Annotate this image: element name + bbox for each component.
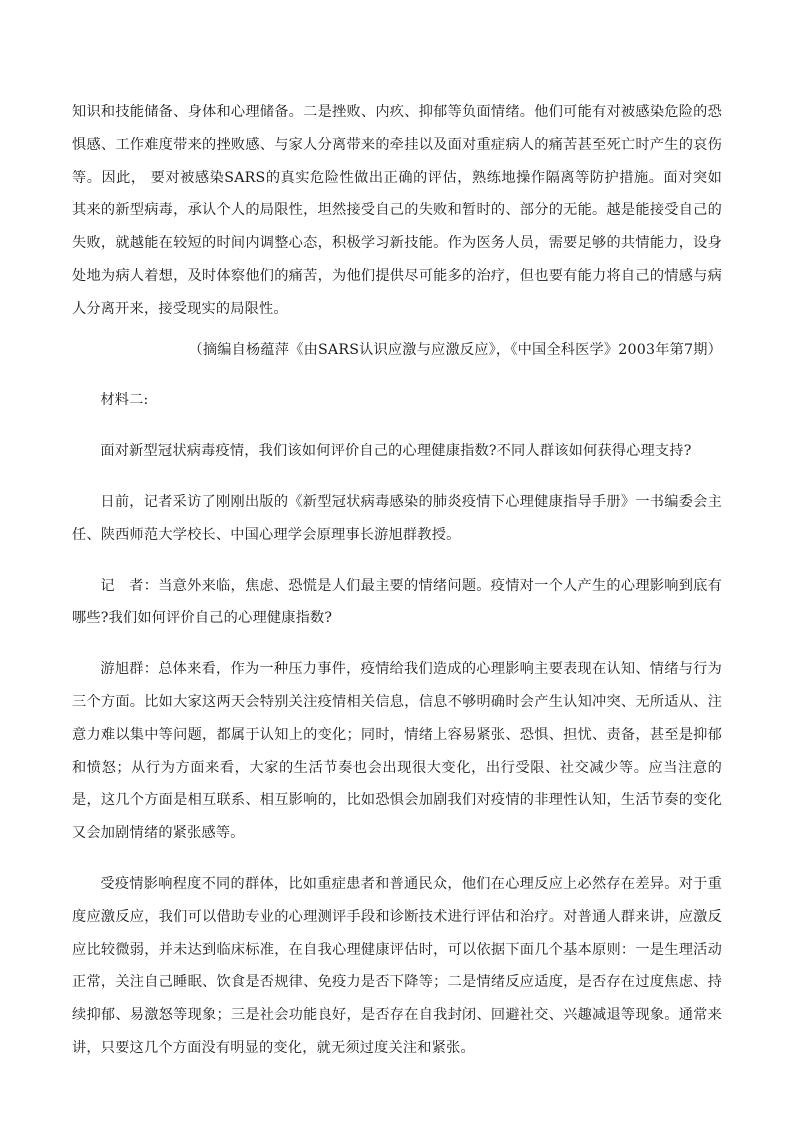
interviewee-answer: 游旭群：总体来看，作为一种压力事件，疫情给我们造成的心理影响主要表现在认知、情绪与行为三个方面。比如大家这两天会特别关注疫情相关信息，信息不够明确时会产生认知冲突、无所适从、注意力难以集中等问题，都属于认知上的变化；同时，情绪上容易紧张、恐惧、担忧、责备，甚至是抑郁和愤怒；从行为方面来看，大家的生活节奏也会出现很大变化，出行受限、社交减少等。应当注意的是，这几个方面是相互联系、相互影响的，比如恐惧会加剧我们对疫情的非理性认知，生活节奏的变化又会加剧情绪的紧张感等。 (72, 661, 722, 842)
material-two-heading: 材料二: (100, 392, 149, 409)
intro-question: 面对新型冠状病毒疫情，我们该如何评价自己的心理健康指数?不同人群该如何获得心理支持? (100, 443, 692, 460)
paragraph-continuation: 知识和技能储备、身体和心理储备。二是挫败、内疚、抑郁等负面情绪。他们可能有对被感染危险的恐惧感、工作难度带来的挫败感、与家人分离带来的牵挂以及面对重症病人的痛苦甚至死亡时产生的哀伤等。因此， 要对被感染SARS的真实危险性做出正确的评估，熟练地操作隔离等防护措施。面对突如其来的新型病毒，承认个人的局限性，坦然接受自己的失败和暂时的、部分的无能。越是能接受自己的失败，就越能在较短的时间内调整心态，积极学习新技能。作为医务人员，需要足够的共情能力，设身处地为病人着想，及时体察他们的痛苦，为他们提供尽可能多的治疗，但也要有能力将自己的情感与病人分离开来，接受现实的局限性。 (72, 104, 722, 317)
document-page (72, 96, 722, 1065)
answer-continued: 受疫情影响程度不同的群体，比如重症患者和普通民众，他们在心理反应上必然存在差异。对于重度应激反应，我们可以借助专业的心理测评手段和诊断技术进行评估和治疗。对普通人群来讲，应激反应比较微弱，并未达到临床标准，在自我心理健康评估时，可以依据下面几个基本原则：一是生理活动正常，关注自己睡眠、饮食是否规律、免疫力是否下降等；二是情绪反应适度，是否存在过度焦虑、持续抑郁、易激怒等现象；三是社会功能良好，是否存在自我封闭、回避社交、兴趣减退等现象。通常来讲，只要这几个方面没有明显的变化，就无须过度关注和紧张。 (72, 875, 722, 1056)
reporter-question: 记 者：当意外来临，焦虑、恐慌是人们最主要的情绪问题。疫情对一个人产生的心理影响到底有哪些?我们如何评价自己的心理健康指数? (72, 577, 722, 627)
interview-intro: 日前，记者采访了刚刚出版的《新型冠状病毒感染的肺炎疫情下心理健康指导手册》一书编委会主任、陕西师范大学校长、中国心理学会原理事长游旭群教授。 (72, 493, 722, 543)
source-citation: （摘编自杨蕴萍《由SARS认识应激与应激反应》，《中国全科医学》2003年第7期） (188, 341, 722, 358)
